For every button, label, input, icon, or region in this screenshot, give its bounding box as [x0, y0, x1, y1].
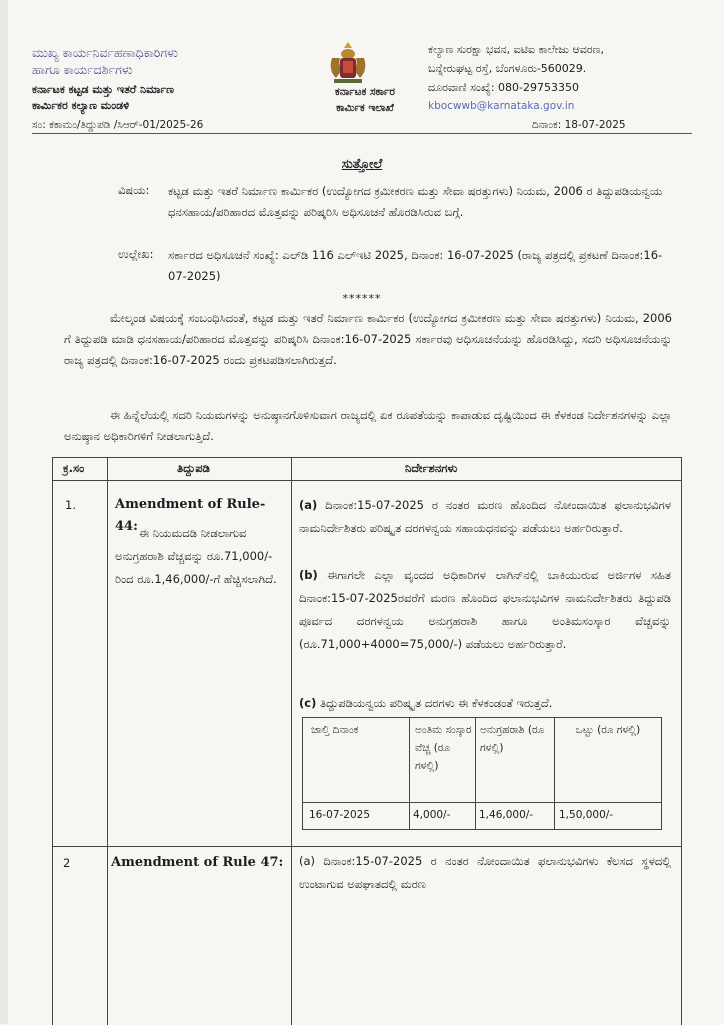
board-name-2: ಕಾರ್ಮಿಕರ ಕಲ್ಯಾಣ ಮಂಡಳಿ	[32, 99, 130, 112]
rates-cell-exgratia: 1,46,000/-	[479, 809, 534, 821]
direction-a-label: (a)	[299, 854, 316, 868]
reference-date: ದಿನಾಂಕ: 18-07-2025	[532, 119, 626, 131]
header-divider	[32, 133, 692, 134]
rates-header-total: ಒಟ್ಟು (ರೂ ಗಳಲ್ಲಿ)	[575, 724, 641, 736]
direction-c-label: (c)	[299, 696, 317, 710]
rates-header-funeral: ಅಂತಿಮ ಸಂಸ್ಕಾರ ವೆಚ್ಚ (ರೂ ಗಳಲ್ಲಿ)	[415, 724, 472, 772]
board-name: ಕರ್ನಾಟಕ ಕಟ್ಟಡ ಮತ್ತು ಇತರೆ ನಿರ್ಮಾಣ	[32, 83, 174, 96]
subject-text: ಕಟ್ಟಡ ಮತ್ತು ಇತರೆ ನಿರ್ಮಾಣ ಕಾರ್ಮಿಕರ (ಉದ್ಯೋಗದ ಕ್ರಮೀಕರಣ ಮತ್ತು ಸೇವಾ ಷರತ್ತುಗಳು) ನಿಯಮ, 2006 ರ ತಿದ್ದುಪಡಿಯನ್ವಯ ಧನಸಹಾಯ/ಪರಿಹಾರದ ಮೊತ್ತವನ್ನು ಪರಿಷ್ಕರಿಸಿ ಅಧಿಸೂಚನೆ ಹೊರಡಿಸಿರುವ ಬಗ್ಗೆ.	[168, 184, 663, 219]
col-header-amendment: ತಿದ್ದುಪಡಿ	[177, 461, 210, 475]
col-divider	[291, 458, 292, 1025]
body-paragraph-2: ಈ ಹಿನ್ನೆಲೆಯಲ್ಲಿ ಸದರಿ ನಿಯಮಗಳನ್ನು ಅನುಷ್ಠಾನಗೊಳಿಸುವಾಗ ರಾಜ್ಯದಲ್ಲಿ ಏಕ ರೂಪತೆಯನ್ನು ಕಾಪಾಡುವ ದೃಷ್ಟಿಯಿಂದ ಈ ಕೆಳಕಂಡ ನಿರ್ದೇಶನಗಳನ್ನು ಎಲ್ಲಾ ಅನುಷ್ಠಾನ ಅಧಿಕಾರಿಗಳಿಗೆ ನೀಡಲಾಗುತ್ತಿದೆ.	[64, 408, 672, 443]
rates-col-divider	[409, 718, 410, 829]
reference-note-label: ಉಲ್ಲೇಖ:	[118, 247, 154, 261]
direction-b-label: (b)	[299, 568, 318, 582]
col-header-sn: ಕ್ರ.ಸಂ	[63, 461, 85, 475]
subject-label: ವಿಷಯ:	[118, 183, 150, 197]
row-1-direction-a	[299, 494, 671, 540]
rates-row-divider	[303, 802, 661, 803]
row-1-rule-title: Amendment of Rule-44:	[115, 497, 266, 534]
rates-cell-date: 16-07-2025	[309, 809, 371, 821]
col-divider	[107, 458, 108, 1025]
rates-cell-total: 1,50,000/-	[559, 809, 614, 821]
govt-name: ಕರ್ನಾಟಕ ಸರ್ಕಾರ	[335, 86, 395, 98]
reference-number: ಸಂ: ಕಕಾಮಂ/ತಿದ್ದುಪಡಿ /ಸಿಆರ್-01/2025-26	[32, 119, 204, 131]
directions-table	[52, 457, 682, 1025]
row-divider	[53, 846, 681, 847]
row-2-direction-a	[299, 850, 671, 896]
direction-a-label: (a)	[299, 498, 318, 512]
direction-b-text: ಈಗಾಗಲೇ ಎಲ್ಲಾ ವೃಂದದ ಅಧಿಕಾರಿಗಳ ಲಾಗಿನ್‌ನಲ್ಲಿ ಬಾಕಿಯುರುವ ಅರ್ಜಿಗಳ ಸಹಿತ ದಿನಾಂಕ:15-07-2025ರವರೆಗೆ ಮರಣ ಹೊಂದಿದ ಫಲಾನುಭವಿಗಳ ನಾಮನಿರ್ದೇಶಿತರು ತಿದ್ದುಪಡಿ ಪೂರ್ವದ ದರಗಳನ್ವಯ ಅನುಗ್ರಹರಾಶಿ ಹಾಗೂ ಅಂತಿಮಸಂಸ್ಕಾರ ವೆಚ್ಚವನ್ನು (ರೂ.71,000+4000=75,000/-) ಪಡೆಯಲು ಅರ್ಹರಿರುತ್ತಾರೆ.	[299, 568, 671, 651]
govt-block	[300, 84, 430, 116]
rates-col-divider	[475, 718, 476, 829]
direction-c-text: ತಿದ್ದುಪಡಿಯನ್ವಯ ಪರಿಷ್ಕೃತ ದರಗಳು ಈ ಕೆಳಕಂಡಂತೆ ಇರುತ್ತದೆ.	[320, 696, 553, 710]
rates-header-date: ಜಾಲ್ತಿ ದಿನಾಂಕ	[311, 724, 359, 736]
address-block	[428, 40, 698, 116]
rates-header-exgratia: ಅನುಗ್ರಹರಾಶಿ (ರೂ ಗಳಲ್ಲಿ)	[480, 724, 545, 754]
rates-cell-funeral: 4,000/-	[413, 809, 451, 821]
issuer-block	[32, 44, 302, 114]
header-row-divider	[53, 480, 681, 481]
scan-edge	[0, 0, 8, 1024]
karnataka-emblem-icon	[322, 40, 374, 84]
rates-col-divider	[554, 718, 555, 829]
row-2-sn: 2	[63, 856, 71, 870]
direction-a-text: ದಿನಾಂಕ:15-07-2025 ರ ನಂತರ ಮರಣ ಹೊಂದಿದ ನೋಂದಾಯಿತ ಫಲಾನುಭವಿಗಳ ನಾಮನಿರ್ದೇಶಿತರು ಪರಿಷ್ಕೃತ ದರಗಳನ್ವಯ ಸಹಾಯಧನವನ್ನು ಪಡೆಯಲು ಅರ್ಹರಿರುತ್ತಾರೆ.	[299, 498, 671, 535]
row-1-direction-c	[299, 692, 671, 715]
separator: ******	[342, 292, 382, 305]
row-1-amendment-text: ಈ ನಿಯಮದಡಿ ನೀಡಲಾಗುವ ಅನುಗ್ರಹರಾಶಿ ವೆಚ್ಚವನ್ನು ರೂ.71,000/- ರಿಂದ ರೂ.1,46,000/-ಗೆ ಹೆಚ್ಚಿಸಲಾಗಿದೆ.	[115, 526, 277, 586]
direction-a-text: ದಿನಾಂಕ:15-07-2025 ರ ನಂತರ ನೋಂದಾಯಿತ ಫಲಾನುಭವಿಗಳು ಕೆಲಸದ ಸ್ಥಳದಲ್ಲಿ ಉಂಟಾಗುವ ಅಪಘಾತದಲ್ಲಿ ಮರಣ	[299, 854, 671, 891]
department-name: ಕಾರ್ಮಿಕ ಇಲಾಖೆ	[336, 102, 394, 114]
phone-number: ದೂರವಾಣಿ ಸಂಖ್ಯೆ: 080-29753350	[428, 81, 580, 94]
email-link[interactable]: kbocwwb@karnataka.gov.in	[428, 100, 575, 112]
row-2-rule-title: Amendment of Rule 47:	[111, 855, 284, 870]
address-line-1: ಕಲ್ಯಾಣ ಸುರಕ್ಷಾ ಭವನ, ಐಟಿಐ ಕಾಲೇಜು ಆವರಣ,	[428, 43, 604, 56]
row-1-sn: 1.	[65, 498, 76, 512]
document-title: ಸುತ್ತೋಲೆ	[341, 157, 383, 172]
address-line-2: ಬನ್ನೇರುಘಟ್ಟ ರಸ್ತೆ, ಬೆಂಗಳೂರು-560029.	[428, 62, 587, 75]
rates-table	[302, 717, 662, 830]
issuer-title: ಮುಖ್ಯ ಕಾರ್ಯನಿರ್ವಹಣಾಧಿಕಾರಿಗಳು	[32, 45, 178, 60]
reference-note-text: ಸರ್ಕಾರದ ಅಧಿಸೂಚನೆ ಸಂಖ್ಯೆ: ಎಲ್‌ಡಿ 116 ಎಲ್‌ಇಟಿ 2025, ದಿನಾಂಕ: 16-07-2025 (ರಾಜ್ಯ ಪತ್ರದಲ್ಲಿ ಪ್ರಕಟಣೆ ದಿನಾಂಕ:16-07-2025)	[168, 248, 663, 283]
body-paragraph-1: ಮೇಲ್ಕಂಡ ವಿಷಯಕ್ಕೆ ಸಂಬಂಧಿಸಿದಂತೆ, ಕಟ್ಟಡ ಮತ್ತು ಇತರೆ ನಿರ್ಮಾಣ ಕಾರ್ಮಿಕರ (ಉದ್ಯೋಗದ ಕ್ರಮೀಕರಣ ಮತ್ತು ಸೇವಾ ಷರತ್ತುಗಳು) ನಿಯಮ, 2006 ಗೆ ತಿದ್ದುಪಡಿ ಮಾಡಿ ಧನಸಹಾಯ/ಪರಿಹಾರದ ಮೊತ್ತವನ್ನು ಪರಿಷ್ಕರಿಸಿ ದಿನಾಂಕ:16-07-2025 ಸರ್ಕಾರವು ಅಧಿಸೂಚನೆಯನ್ನು ಹೊರಡಿಸಿದ್ದು, ಸದರಿ ಅಧಿಸೂಚನೆಯನ್ನು ರಾಜ್ಯ ಪತ್ರದಲ್ಲಿ ದಿನಾಂಕ:16-07-2025 ರಂದು ಪ್ರಕಟಪಡಿಸಲಾಗಿರುತ್ತದೆ.	[64, 311, 672, 367]
issuer-title-2: ಹಾಗೂ ಕಾರ್ಯದರ್ಶಿಗಳು	[32, 62, 133, 77]
row-1-direction-b	[299, 564, 671, 656]
col-header-directions: ನಿರ್ದೇಶನಗಳು	[405, 461, 458, 475]
